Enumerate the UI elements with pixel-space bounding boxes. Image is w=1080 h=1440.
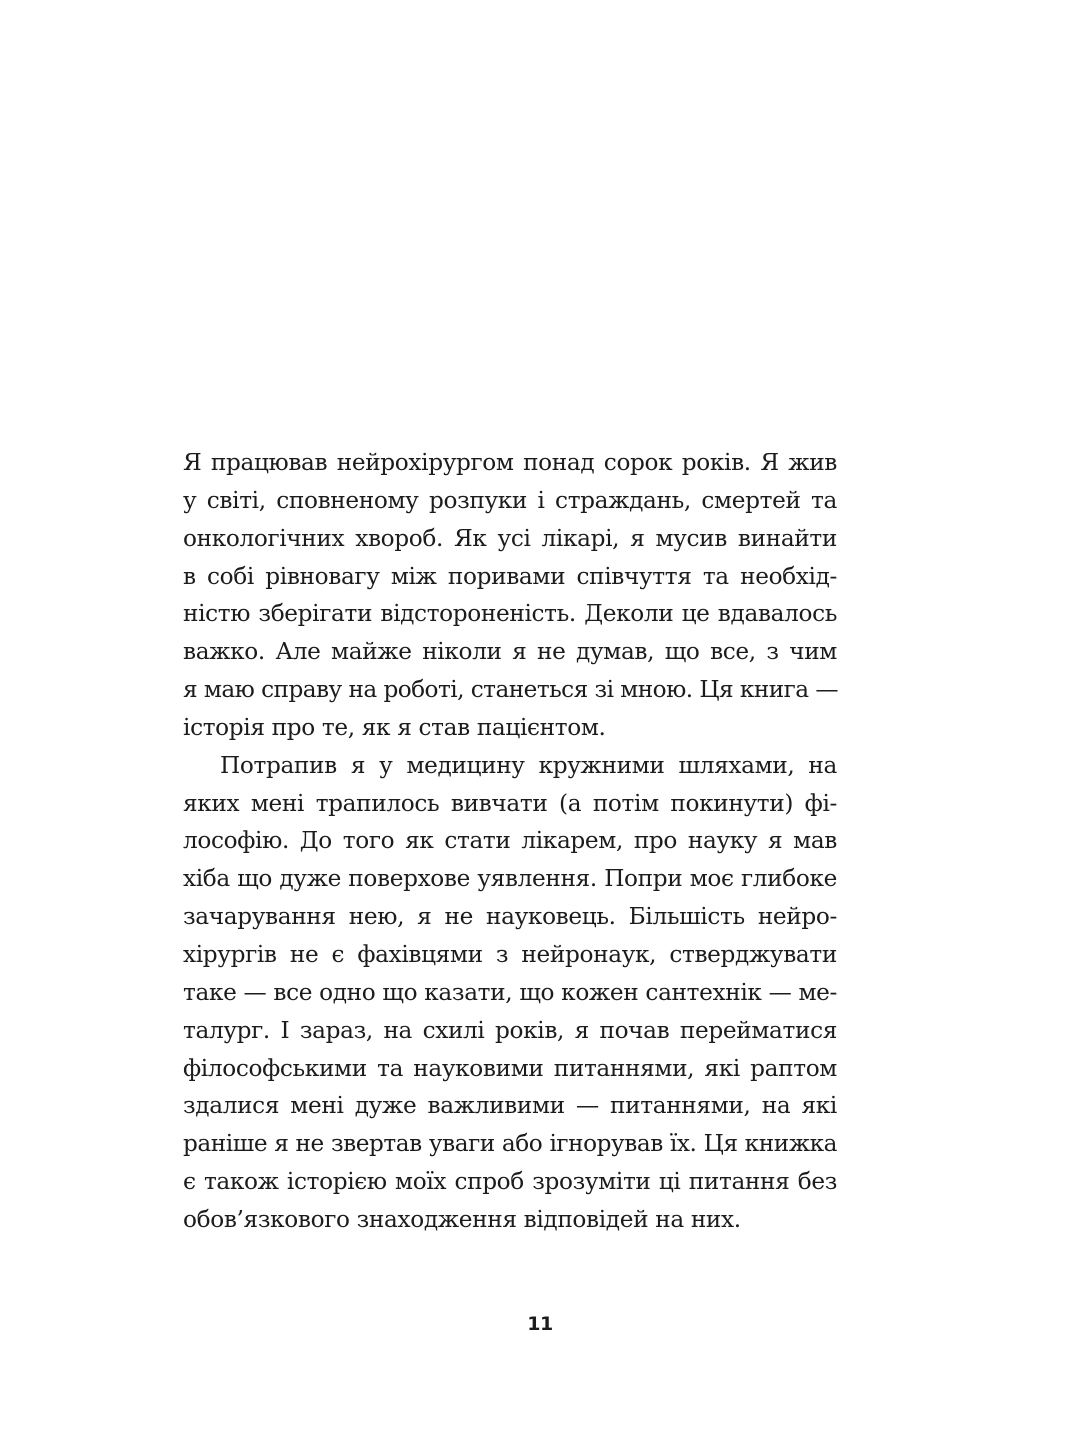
text-line: талург. І зараз, на схилі років, я почав перейматися [183, 1016, 837, 1044]
text-line: я маю справу на роботі, станеться зі мною. Ця книга — [183, 676, 839, 704]
text-line: Я працював нейрохірургом понад сорок років. Я жив [183, 449, 837, 476]
text-line: яких мені трапилось вивчати (а потім покинути) фі- [183, 789, 837, 817]
text-line: є також історією моїх спроб зрозуміти ці питання без [183, 1168, 837, 1196]
text-line: зачарування нею, я не науковець. Більшість нейро- [183, 903, 837, 931]
text-line: обов’язкового знаходження відповідей на них. [183, 1205, 741, 1233]
text-line: історія про те, як я став пацієнтом. [183, 713, 606, 741]
text-line: у світі, сповненому розпуки і страждань, смертей та [183, 486, 837, 514]
body-text [183, 444, 837, 1239]
text-line: філософськими та науковими питаннями, які раптом [183, 1054, 837, 1082]
text-line: онкологічних хвороб. Як усі лікарі, я мусив винайти [183, 524, 837, 552]
text-line: важко. Але майже ніколи я не думав, що все, з чим [183, 638, 837, 666]
text-line: хірургів не є фахівцями з нейронаук, стверджувати [183, 940, 837, 968]
text-line: раніше я не звертав уваги або ігнорував їх. Ця книжка [183, 1130, 837, 1158]
text-line: в собі рівновагу між поривами співчуття та необхід- [183, 562, 837, 590]
text-line: здалися мені дуже важливими — питаннями, на які [183, 1092, 837, 1120]
text-line: лософію. До того як стати лікарем, про науку я мав [183, 827, 837, 855]
text-line: ністю зберігати відстороненість. Деколи це вдавалось [183, 600, 837, 628]
page-number: 11 [527, 1313, 553, 1335]
text-line: Потрапив я у медицину кружними шляхами, на [220, 751, 837, 779]
text-line: таке — все одно що казати, що кожен сантехнік — ме- [183, 978, 837, 1006]
text-line: хіба що дуже поверхове уявлення. Попри моє глибоке [183, 865, 837, 893]
